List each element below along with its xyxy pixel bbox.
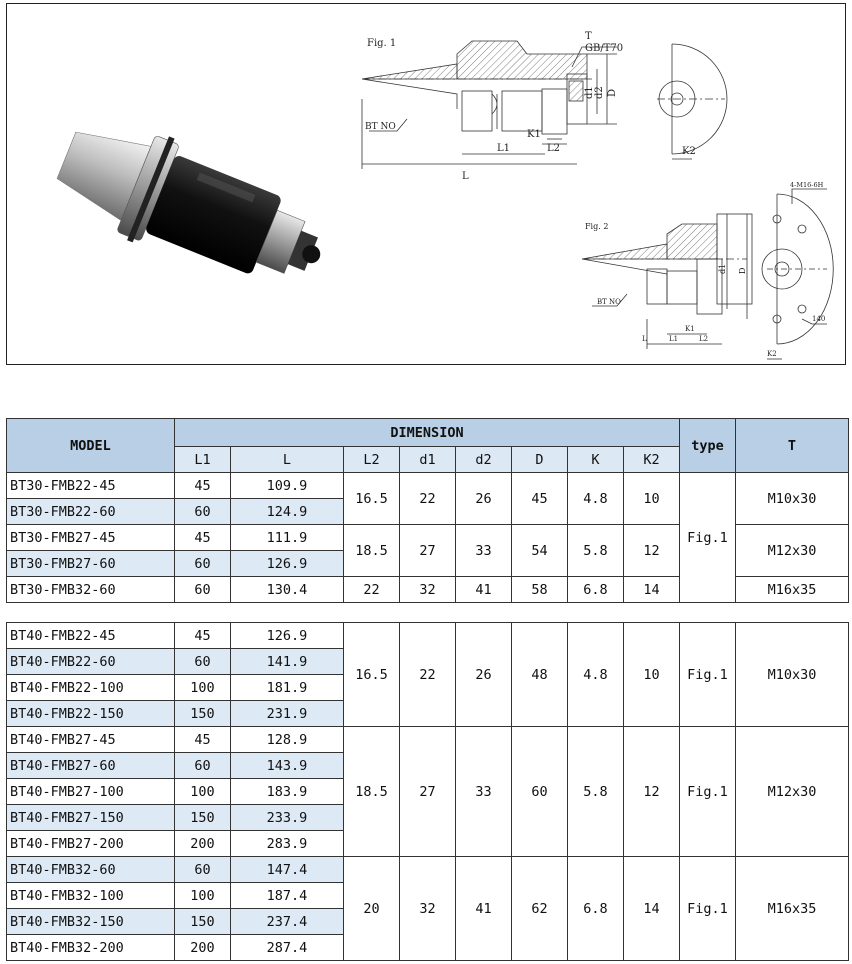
- header-t: T: [736, 419, 849, 473]
- diameter-cell: 45: [512, 473, 568, 525]
- fig1-dim-k1: K1: [527, 129, 541, 140]
- length-cell: 130.4: [231, 577, 344, 603]
- l2-cell: 22: [344, 577, 400, 603]
- model-cell: BT40-FMB22-100: [7, 675, 175, 701]
- fig2-dim-l: L: [642, 335, 647, 343]
- fig1-label: Fig. 1: [367, 38, 397, 49]
- table-row: [7, 623, 849, 649]
- model-cell: BT40-FMB22-45: [7, 623, 175, 649]
- t-cell: M12x30: [736, 525, 849, 577]
- table-row: [7, 727, 849, 753]
- l1-cell: 150: [175, 701, 231, 727]
- fig2-dim-k2: K2: [767, 350, 777, 358]
- fig1-t-label: T: [585, 31, 592, 42]
- l1-cell: 150: [175, 909, 231, 935]
- l2-cell: 20: [344, 857, 400, 961]
- length-cell: 143.9: [231, 753, 344, 779]
- l1-cell: 60: [175, 753, 231, 779]
- l1-cell: 45: [175, 473, 231, 499]
- k2-cell: 10: [624, 473, 680, 525]
- k-cell: 4.8: [568, 473, 624, 525]
- length-cell: 233.9: [231, 805, 344, 831]
- l1-cell: 45: [175, 623, 231, 649]
- k2-cell: 12: [624, 525, 680, 577]
- l1-cell: 100: [175, 675, 231, 701]
- l1-cell: 150: [175, 805, 231, 831]
- l2-cell: 16.5: [344, 623, 400, 727]
- l1-cell: 60: [175, 551, 231, 577]
- header-dimension: DIMENSION: [175, 419, 680, 447]
- header-k: K: [568, 447, 624, 473]
- diameter-cell: 62: [512, 857, 568, 961]
- l1-cell: 45: [175, 727, 231, 753]
- length-cell: 287.4: [231, 935, 344, 961]
- fig2-dim-d1: d1: [718, 263, 727, 274]
- model-cell: BT30-FMB27-45: [7, 525, 175, 551]
- model-cell: BT40-FMB27-150: [7, 805, 175, 831]
- header-d: D: [512, 447, 568, 473]
- d2-cell: 26: [456, 473, 512, 525]
- d2-cell: 33: [456, 727, 512, 857]
- length-cell: 237.4: [231, 909, 344, 935]
- l1-cell: 60: [175, 857, 231, 883]
- length-cell: 109.9: [231, 473, 344, 499]
- d2-cell: 41: [456, 577, 512, 603]
- diameter-cell: 48: [512, 623, 568, 727]
- l1-cell: 45: [175, 525, 231, 551]
- d1-cell: 32: [400, 577, 456, 603]
- t-cell: M16x35: [736, 857, 849, 961]
- fig1-dim-d1: d1: [584, 86, 595, 99]
- k-cell: 5.8: [568, 525, 624, 577]
- l2-cell: 18.5: [344, 525, 400, 577]
- fig2-dim-d: D: [738, 267, 747, 274]
- model-cell: BT30-FMB32-60: [7, 577, 175, 603]
- diameter-cell: 60: [512, 727, 568, 857]
- fig1-dim-d: D: [607, 88, 618, 97]
- model-cell: BT40-FMB27-60: [7, 753, 175, 779]
- d1-cell: 22: [400, 473, 456, 525]
- l1-cell: 60: [175, 649, 231, 675]
- length-cell: 141.9: [231, 649, 344, 675]
- l2-cell: 16.5: [344, 473, 400, 525]
- fig1-bt-no: BT NO: [365, 122, 396, 132]
- model-cell: BT40-FMB32-200: [7, 935, 175, 961]
- l1-cell: 100: [175, 883, 231, 909]
- type-cell: Fig.1: [680, 473, 736, 603]
- d2-cell: 41: [456, 857, 512, 961]
- length-cell: 126.9: [231, 623, 344, 649]
- model-cell: BT40-FMB22-150: [7, 701, 175, 727]
- l1-cell: 100: [175, 779, 231, 805]
- fig2-dim-140: 140: [812, 315, 826, 323]
- fig2-dim-l2: L2: [699, 335, 709, 343]
- fig1-dim-d2: d2: [594, 86, 605, 99]
- length-cell: 126.9: [231, 551, 344, 577]
- bt30-spec-table: [6, 418, 849, 603]
- k-cell: 4.8: [568, 623, 624, 727]
- fig1-dim-l1: L1: [497, 143, 511, 154]
- d1-cell: 27: [400, 727, 456, 857]
- model-cell: BT30-FMB27-60: [7, 551, 175, 577]
- tool-holder-photo: [37, 104, 337, 304]
- model-cell: BT40-FMB32-100: [7, 883, 175, 909]
- t-cell: M10x30: [736, 473, 849, 525]
- t-cell: M12x30: [736, 727, 849, 857]
- l1-cell: 200: [175, 831, 231, 857]
- model-cell: BT30-FMB22-60: [7, 499, 175, 525]
- fig1-dim-l: L: [462, 171, 469, 182]
- length-cell: 183.9: [231, 779, 344, 805]
- length-cell: 231.9: [231, 701, 344, 727]
- length-cell: 187.4: [231, 883, 344, 909]
- model-cell: BT40-FMB22-60: [7, 649, 175, 675]
- d1-cell: 32: [400, 857, 456, 961]
- header-l1: L1: [175, 447, 231, 473]
- type-cell: Fig.1: [680, 727, 736, 857]
- fig2-dim-k1: K1: [685, 325, 695, 333]
- model-cell: BT40-FMB27-200: [7, 831, 175, 857]
- length-cell: 147.4: [231, 857, 344, 883]
- k-cell: 6.8: [568, 857, 624, 961]
- table-row: [7, 473, 849, 499]
- technical-drawing: [347, 19, 847, 364]
- model-cell: BT40-FMB27-45: [7, 727, 175, 753]
- header-l2: L2: [344, 447, 400, 473]
- model-cell: BT30-FMB22-45: [7, 473, 175, 499]
- l1-cell: 200: [175, 935, 231, 961]
- fig2-bt-no: BT NO: [597, 298, 621, 306]
- fig1-dim-k2: K2: [682, 146, 696, 157]
- fig2-thread-note: 4-M16-6H: [790, 181, 824, 189]
- d1-cell: 27: [400, 525, 456, 577]
- l1-cell: 60: [175, 499, 231, 525]
- l1-cell: 60: [175, 577, 231, 603]
- type-cell: Fig.1: [680, 857, 736, 961]
- fig1-dim-l2: L2: [547, 143, 561, 154]
- k2-cell: 14: [624, 857, 680, 961]
- d2-cell: 33: [456, 525, 512, 577]
- type-cell: Fig.1: [680, 623, 736, 727]
- header-k2: K2: [624, 447, 680, 473]
- d1-cell: 22: [400, 623, 456, 727]
- k-cell: 5.8: [568, 727, 624, 857]
- length-cell: 181.9: [231, 675, 344, 701]
- model-cell: BT40-FMB32-150: [7, 909, 175, 935]
- k2-cell: 10: [624, 623, 680, 727]
- length-cell: 283.9: [231, 831, 344, 857]
- length-cell: 111.9: [231, 525, 344, 551]
- length-cell: 128.9: [231, 727, 344, 753]
- header-l: L: [231, 447, 344, 473]
- model-cell: BT40-FMB32-60: [7, 857, 175, 883]
- header-d1: d1: [400, 447, 456, 473]
- header-type: type: [680, 419, 736, 473]
- d2-cell: 26: [456, 623, 512, 727]
- model-cell: BT40-FMB27-100: [7, 779, 175, 805]
- length-cell: 124.9: [231, 499, 344, 525]
- t-cell: M16x35: [736, 577, 849, 603]
- fig1-gb-label: GB/T70: [585, 43, 624, 54]
- k-cell: 6.8: [568, 577, 624, 603]
- table-row: [7, 857, 849, 883]
- fig2-dim-l1: L1: [669, 335, 679, 343]
- t-cell: M10x30: [736, 623, 849, 727]
- bt40-spec-table: [6, 622, 849, 961]
- k2-cell: 12: [624, 727, 680, 857]
- diameter-cell: 54: [512, 525, 568, 577]
- header-model: MODEL: [7, 419, 175, 473]
- fig2-label: Fig. 2: [585, 222, 609, 231]
- diameter-cell: 58: [512, 577, 568, 603]
- l2-cell: 18.5: [344, 727, 400, 857]
- product-image-panel: [6, 3, 846, 365]
- k2-cell: 14: [624, 577, 680, 603]
- header-d2: d2: [456, 447, 512, 473]
